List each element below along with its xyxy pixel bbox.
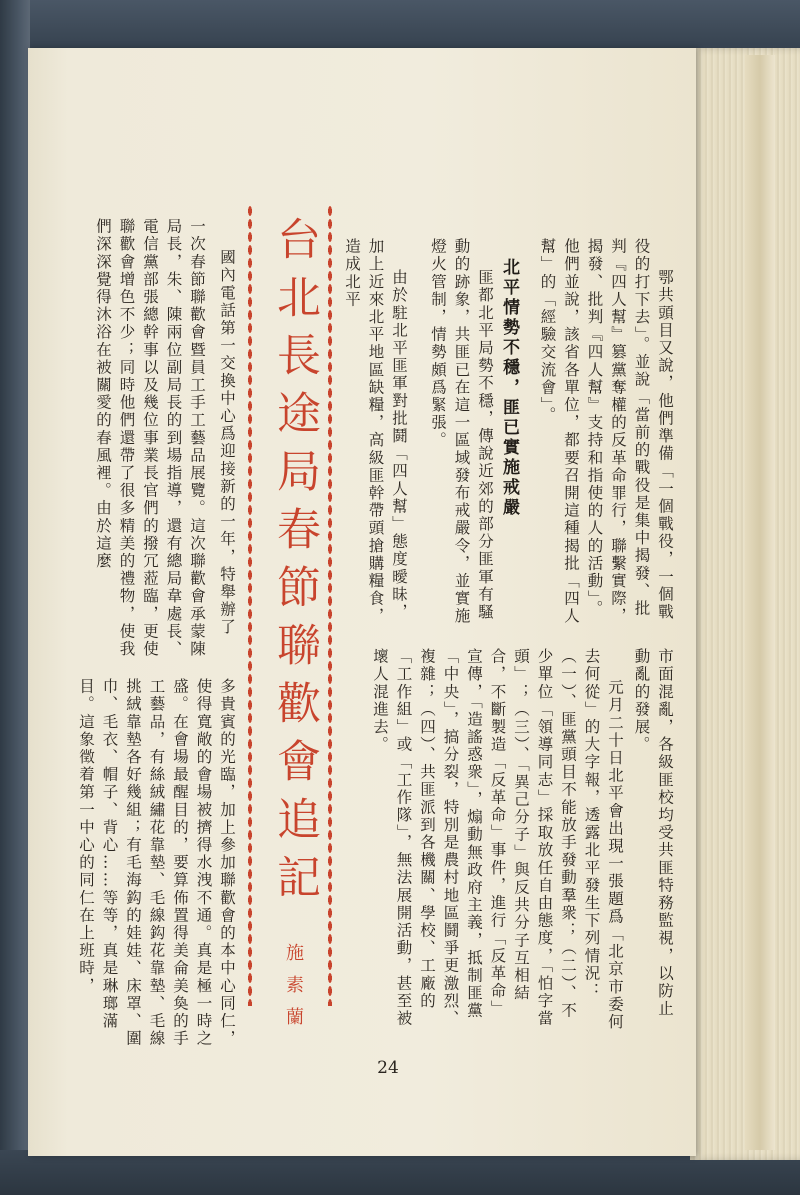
book-binding-bottom (0, 1150, 800, 1195)
article-paragraph-1: 一次春節聯歡會暨員工手工藝品展覽。這次聯歡會承蒙陳局長，朱、陳兩位副局長的到場指導，還有總局韋處長、電信黨部張總幹事以及幾位事業長官們的撥冗蒞臨，更使聯歡會增色不少；同時他們還帶了很多精美的禮物，使我們深深覺得沐浴在被關愛的春風裡。由於這麼 (94, 218, 206, 658)
book-binding-top (0, 0, 800, 50)
title-border-right (328, 206, 332, 1006)
news-body-2: 由於駐北平匪軍對批鬪「四人幫」態度曖昧，加上近來北平地區缺糧，高級匪幹帶頭搶購糧食，造成北平 (343, 238, 408, 626)
continued-paragraph-3: 元月二十日北平會出現一張題爲「北京市委何去何從」的大字報，透露北平發生下列情況：（一）、匪黨頭目不能放手發動羣衆；（二）、不少單位「領導同志」採取放任自由態度，「怕字當頭」；（三）、「異己分子」與反共分子互相結合，不斷製造「反革命」事件，進行「反革命」宣傳，「造謠惑衆」，煽動無政府主義，抵制匪黨「中央」，搞分裂，特別是農村地區鬪爭更激烈、複雜；（四）、共匪派到各機關、學校、工廠的「工作組」或「工作隊」，無法展開活動，甚至被壞人混進去。 (371, 648, 624, 1031)
book-page (28, 48, 696, 1156)
book-binding-left (0, 0, 30, 1195)
continued-paragraph-1: 鄂共頭目又說，他們準備「一個戰役，一個戰役的打下去」。並說「當前的戰役是集中揭發、批判『四人幫』篡黨奪權的反革命罪行，聯繫實際，揭發、批判『四人幫』支持和指使的人的活動」。他們並說，該省各單位，都要召開這種揭批「四人幫」的「經驗交流會」。 (538, 238, 674, 626)
article-author: 施素蘭 (283, 943, 304, 1039)
news-heading: 北平情勢不穩，匪已實施戒嚴 (499, 258, 519, 518)
article-paragraph-2: 多貴賓的光臨，加上參加聯歡會的本中心同仁，使得寬敞的會場被擠得水洩不通。真是極一時之盛。在會場最醒目的，要算佈置得美侖美奐的手工藝品，有絲絨繡花靠墊、毛線鈎花靠墊、毛線挑絨靠墊各好幾組；有毛海鈎的娃娃、床罩、圍巾、毛衣、帽子、背心……等等，真是琳瑯滿目。這象徵着第一中心的同仁在上班時， (77, 678, 236, 1048)
continued-paragraph-2: 市面混亂，各級匪校均受共匪特務監視，以防止動亂的發展。 (632, 648, 674, 1018)
page-stack-tab (745, 55, 775, 1150)
news-body-1: 匪都北平局勢不穩，傳說近郊的部分匪軍有騷動的跡象，共匪已在這一區域發布戒嚴令，並實施燈火管制，情勢頗爲緊張。 (429, 238, 494, 626)
title-border-left (248, 206, 252, 1006)
intro-line: 國內電話第一交換中心爲迎接新的一年，特舉辦了 (218, 249, 236, 637)
article-title: 台北長途局春節聯歡會追記 (269, 216, 320, 912)
page-number: 24 (377, 1058, 399, 1078)
